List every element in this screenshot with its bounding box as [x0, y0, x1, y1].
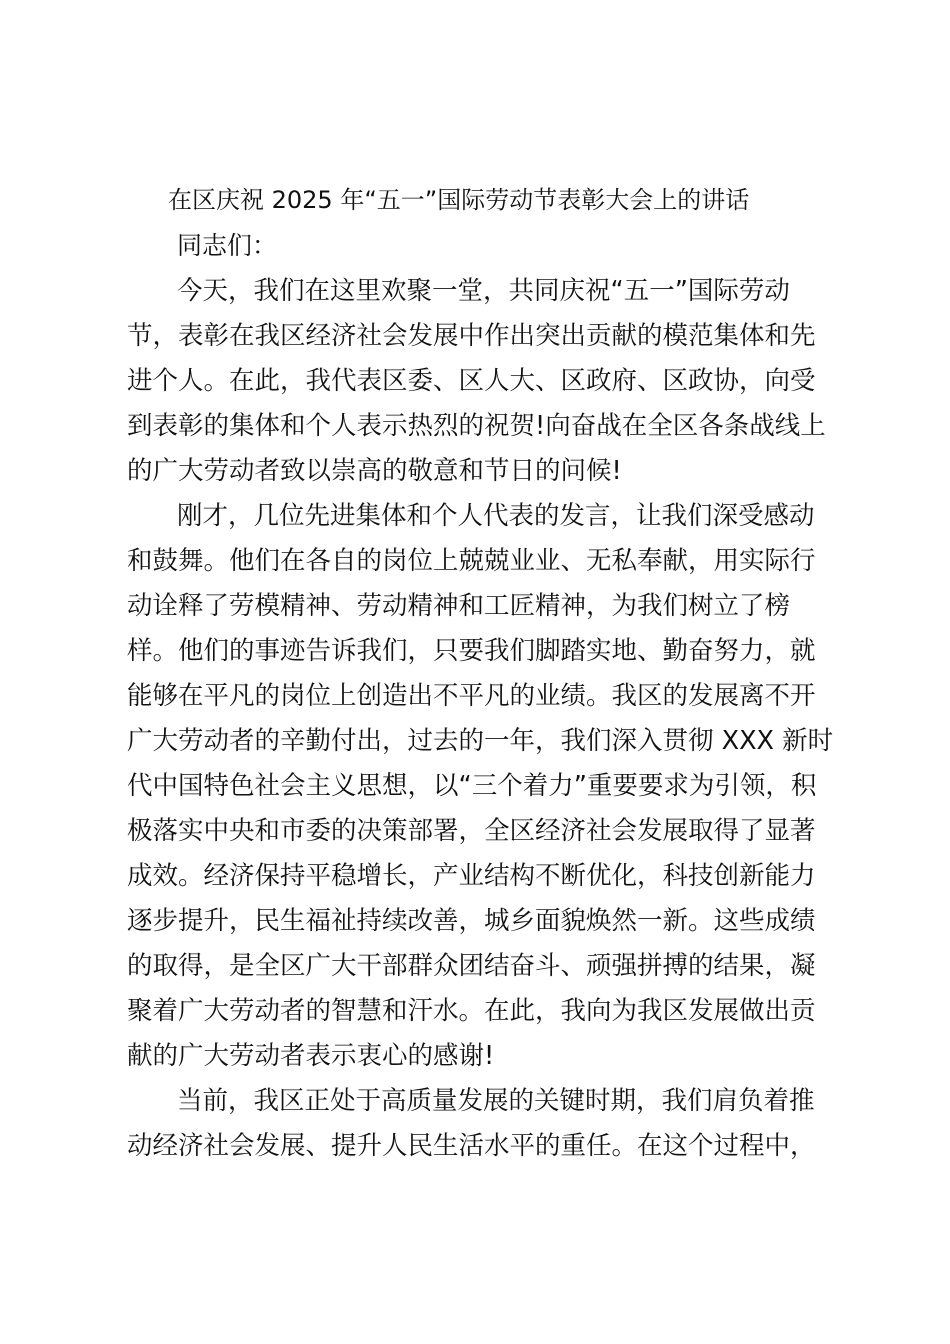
salutation: 同志们： [177, 231, 278, 260]
paragraph-2-line-9: 成效。经济保持平稳增长，产业结构不断优化，科技创新能力 [127, 861, 816, 891]
paragraph-2-line-13: 献的广大劳动者表示衷心的感谢! [127, 1041, 495, 1071]
paragraph-2-line-8: 极落实中央和市委的决策部署，全区经济社会发展取得了显著 [127, 816, 816, 846]
paragraph-2-line-3: 动诠释了劳模精神、劳动精神和工匠精神，为我们树立了榜 [127, 591, 791, 621]
speech-title: 在区庆祝 2025 年“五一”国际劳动节表彰大会上的讲话 [168, 186, 750, 214]
paragraph-2-line-12: 聚着广大劳动者的智慧和汗水。在此，我向为我区发展做出贡 [127, 996, 816, 1026]
paragraph-1-line-3: 进个人。在此，我代表区委、区人大、区政府、区政协，向受 [127, 366, 816, 396]
paragraph-3-line-2: 动经济社会发展、提升人民生活水平的重任。在这个过程中， [127, 1131, 816, 1161]
paragraph-2-line-11: 的取得，是全区广大干部群众团结奋斗、顽强拼搏的结果，凝 [127, 951, 816, 981]
paragraph-1-line-5: 的广大劳动者致以崇高的敬意和节日的问候! [127, 456, 622, 486]
paragraph-1-line-1: 今天，我们在这里欢聚一堂，共同庆祝“五一”国际劳动 [177, 276, 790, 306]
paragraph-2-line-6: 广大劳动者的辛勤付出，过去的一年，我们深入贯彻 XXX 新时 [127, 726, 834, 756]
paragraph-3-line-1: 当前，我区正处于高质量发展的关键时期，我们肩负着推 [177, 1086, 815, 1116]
paragraph-2-line-2: 和鼓舞。他们在各自的岗位上兢兢业业、无私奉献，用实际行 [127, 546, 816, 576]
paragraph-1-line-2: 节，表彰在我区经济社会发展中作出突出贡献的模范集体和先 [127, 321, 816, 351]
paragraph-1-line-4: 到表彰的集体和个人表示热烈的祝贺!向奋战在全区各条战线上 [127, 411, 826, 441]
paragraph-2-line-5: 能够在平凡的岗位上创造出不平凡的业绩。我区的发展离不开 [127, 681, 816, 711]
paragraph-2-line-4: 样。他们的事迹告诉我们，只要我们脚踏实地、勤奋努力，就 [127, 636, 816, 666]
paragraph-2-line-1: 刚才，几位先进集体和个人代表的发言，让我们深受感动 [177, 501, 815, 531]
paragraph-2-line-7: 代中国特色社会主义思想，以“三个着力”重要要求为引领，积 [127, 771, 817, 801]
paragraph-2-line-10: 逐步提升，民生福祉持续改善，城乡面貌焕然一新。这些成绩 [127, 906, 816, 936]
